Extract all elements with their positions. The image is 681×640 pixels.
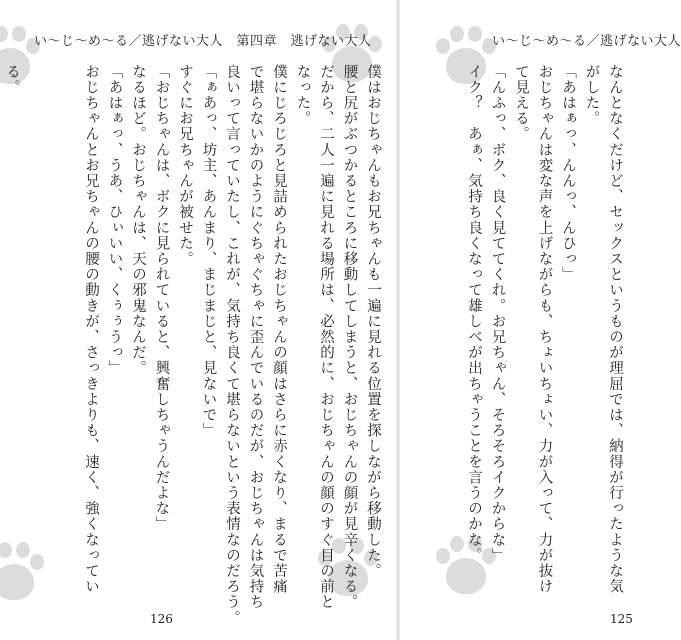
text-line: 良いって言っていたし、これが、気持ち良くて堪らないという表情なのだろう。 (224, 64, 240, 626)
text-line: 僕にじろじろと見詰められたおじちゃんの顔はさらに赤くなり、まるで苦痛 (271, 64, 287, 595)
text-line: だから、二人一遍に見れる場所は、必然的に、おじちゃんの顔のすぐ目の前と (318, 64, 334, 610)
paw-print-icon (0, 536, 50, 608)
text-line: なるほど。おじちゃんは、天の邪鬼なんだ。 (130, 64, 146, 376)
text-line: がした。 (583, 64, 600, 127)
text-line: おじちゃんとお兄ちゃんの腰の動きが、さっきよりも、速く、強くなってい (83, 64, 99, 595)
text-line: なんとなくだけど、セックスというものが理屈では、納得が行ったような気 (607, 64, 623, 595)
text-line: 僕はおじちゃんもお兄ちゃんも一遍に見れる位置を探しながら移動した。 (365, 64, 381, 579)
text-line: で堪らないかのようにぐちゃぐちゃに歪んでいるのだが、おじちゃんは気持ち (247, 64, 264, 610)
text-line: すぐにお兄ちゃんが被せた。 (177, 64, 193, 267)
running-header: い〜じ〜め〜る／逃げない大人 第四章 逃げない大人 (34, 34, 372, 49)
text-line: 「ぁあっ、坊主、あんまり、まじまじと、見ないで」 (200, 64, 217, 439)
text-line: イク？ あぁ、気持ち良くなって雄しべが出ちゃうことを言うのかな。 (466, 64, 482, 564)
text-line: おじちゃんは変な声を上げながらも、ちょいちょい、力が入って、力が抜け (536, 64, 553, 595)
text-line: 「あはぁっ、うあ、ひぃいい、くぅぅうっ」 (106, 64, 123, 376)
text-line: 「あはぁっ、んんっ、んひっ」 (560, 64, 576, 283)
page-number: 125 (610, 612, 633, 626)
continued-text: る。 (4, 64, 20, 96)
text-line: なった。 (294, 64, 311, 127)
right-page (400, 0, 681, 640)
text-line: て見える。 (513, 64, 529, 142)
page-number: 126 (150, 612, 173, 626)
body-text (462, 64, 627, 609)
text-line: 「おじちゃんは、ボクに見られていると、興奮しちゃうんだよな」 (153, 64, 170, 532)
running-header: い〜じ〜め〜る／逃げない大人 (492, 34, 681, 49)
text-line: 「んふっ、ボク、良く見ててくれ。お兄ちゃん、そろそろイクからな」 (489, 64, 506, 564)
text-line: 腰と尻がぶつかるところに移動してしまうと、おじちゃんの顔が見辛くなる。 (341, 64, 358, 610)
